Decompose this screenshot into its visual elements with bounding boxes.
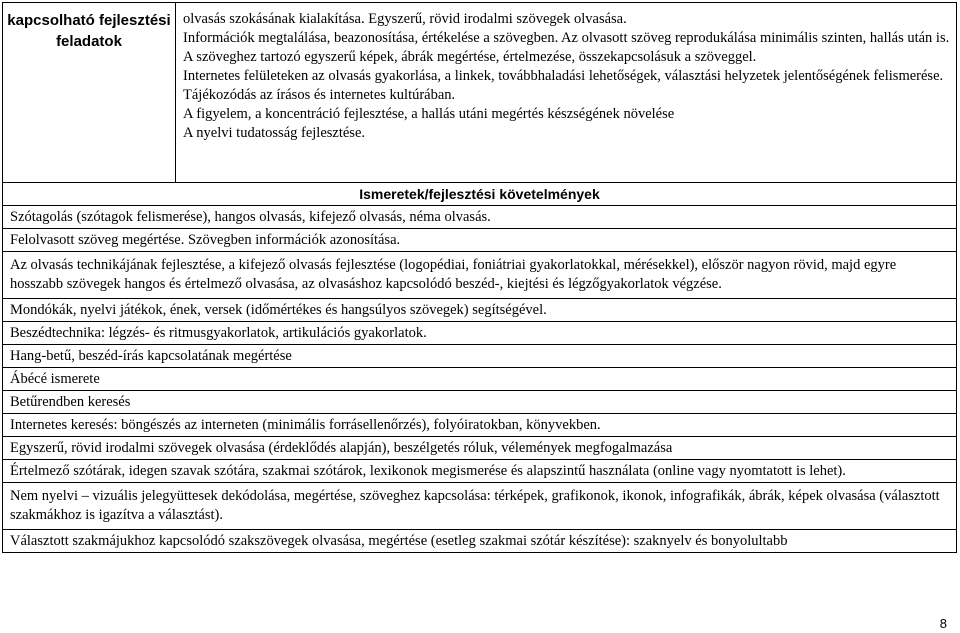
requirement-text: Internetes keresés: böngészés az interneten (minimális forrásellenőrzés), folyóiratokban, könyvekben.: [10, 417, 601, 433]
requirement-text: Mondókák, nyelvi játékok, ének, versek (időmértékes és hangsúlyos szövegek) segítségével.: [10, 302, 547, 318]
goal-item: Tájékozódás az írásos és internetes kultúrában.: [183, 87, 456, 103]
requirement-text: Felolvasott szöveg megértése. Szövegben információk azonosítása.: [10, 232, 401, 248]
goal-item: A nyelvi tudatosság fejlesztése.: [183, 125, 366, 141]
goals-row: [3, 3, 957, 183]
requirement-row: [3, 299, 957, 322]
side-title: kapcsolható fejlesztési feladatok: [7, 12, 171, 50]
requirement-row: [3, 229, 957, 252]
requirement-row: [3, 391, 957, 414]
requirement-row: [3, 345, 957, 368]
goal-item: Internetes felületeken az olvasás gyakorlása, a linkek, továbbhaladási lehetőségek, választási helyzetek jelentőségének felismerése.: [183, 68, 944, 84]
requirement-row: [3, 460, 957, 483]
requirement-row: [3, 206, 957, 229]
requirement-text: Egyszerű, rövid irodalmi szövegek olvasása (érdeklődés alapján), beszélgetés róluk, vélemények megfogalmazása: [10, 440, 673, 456]
requirement-row: [3, 252, 957, 299]
side-title-cell: [3, 3, 176, 183]
goals-cell: [176, 3, 957, 183]
requirement-text: Hang-betű, beszéd-írás kapcsolatának megértése: [10, 348, 292, 364]
goal-item: olvasás szokásának kialakítása. Egyszerű, rövid irodalmi szövegek olvasása.: [183, 11, 627, 27]
requirement-text: Az olvasás technikájának fejlesztése, a kifejező olvasás fejlesztése (logopédiai, foniátriai gyakorlatokkal, mérésekkel), először nagyon rövid, majd egyre hosszabb szövegek hangos és értelmező olvasása, az olvasáshoz kapcsolódó beszéd-, kiejtési és légzőgyakorlatok végzése.: [10, 257, 897, 292]
goal-item: Információk megtalálása, beazonosítása, értékelése a szövegben. Az olvasott szöveg reprodukálása minimális szinten, hallás után is.: [183, 30, 950, 46]
page-number: 8: [939, 616, 947, 631]
requirement-row: [3, 322, 957, 345]
section-header-row: [3, 183, 957, 206]
requirement-text: Választott szakmájukhoz kapcsolódó szakszövegek olvasása, megértése (esetleg szakmai szótár készítése): szaknyelv és bonyolultabb: [10, 533, 788, 549]
requirement-text: Betűrendben keresés: [10, 394, 131, 410]
requirement-row: [3, 368, 957, 391]
requirement-text: Értelmező szótárak, idegen szavak szótára, szakmai szótárok, lexikonok megismerése és alapszintű használata (online vagy nyomtatott is lehet).: [10, 463, 846, 479]
requirement-row: [3, 530, 957, 553]
requirement-text: Nem nyelvi – vizuális jelegyüttesek dekódolása, megértése, szöveghez kapcsolása: térképek, grafikonok, ikonok, infografikák, ábrák, képek olvasása (választott szakmákhoz is igazítva a választást).: [10, 488, 940, 523]
section-header: Ismeretek/fejlesztési követelmények: [3, 183, 957, 206]
curriculum-table: [2, 2, 957, 553]
requirement-row: [3, 483, 957, 530]
requirement-row: [3, 437, 957, 460]
requirement-row: [3, 414, 957, 437]
requirement-text: Szótagolás (szótagok felismerése), hangos olvasás, kifejező olvasás, néma olvasás.: [10, 209, 491, 225]
requirement-text: Ábécé ismerete: [10, 371, 100, 387]
goal-item: A figyelem, a koncentráció fejlesztése, a hallás utáni megértés készségének növelése: [183, 106, 675, 122]
goals-list: [176, 3, 956, 182]
requirement-text: Beszédtechnika: légzés- és ritmusgyakorlatok, artikulációs gyakorlatok.: [10, 325, 427, 341]
goal-item: A szöveghez tartozó egyszerű képek, ábrák megértése, értelmezése, összekapcsolásuk a szöveggel.: [183, 49, 757, 65]
